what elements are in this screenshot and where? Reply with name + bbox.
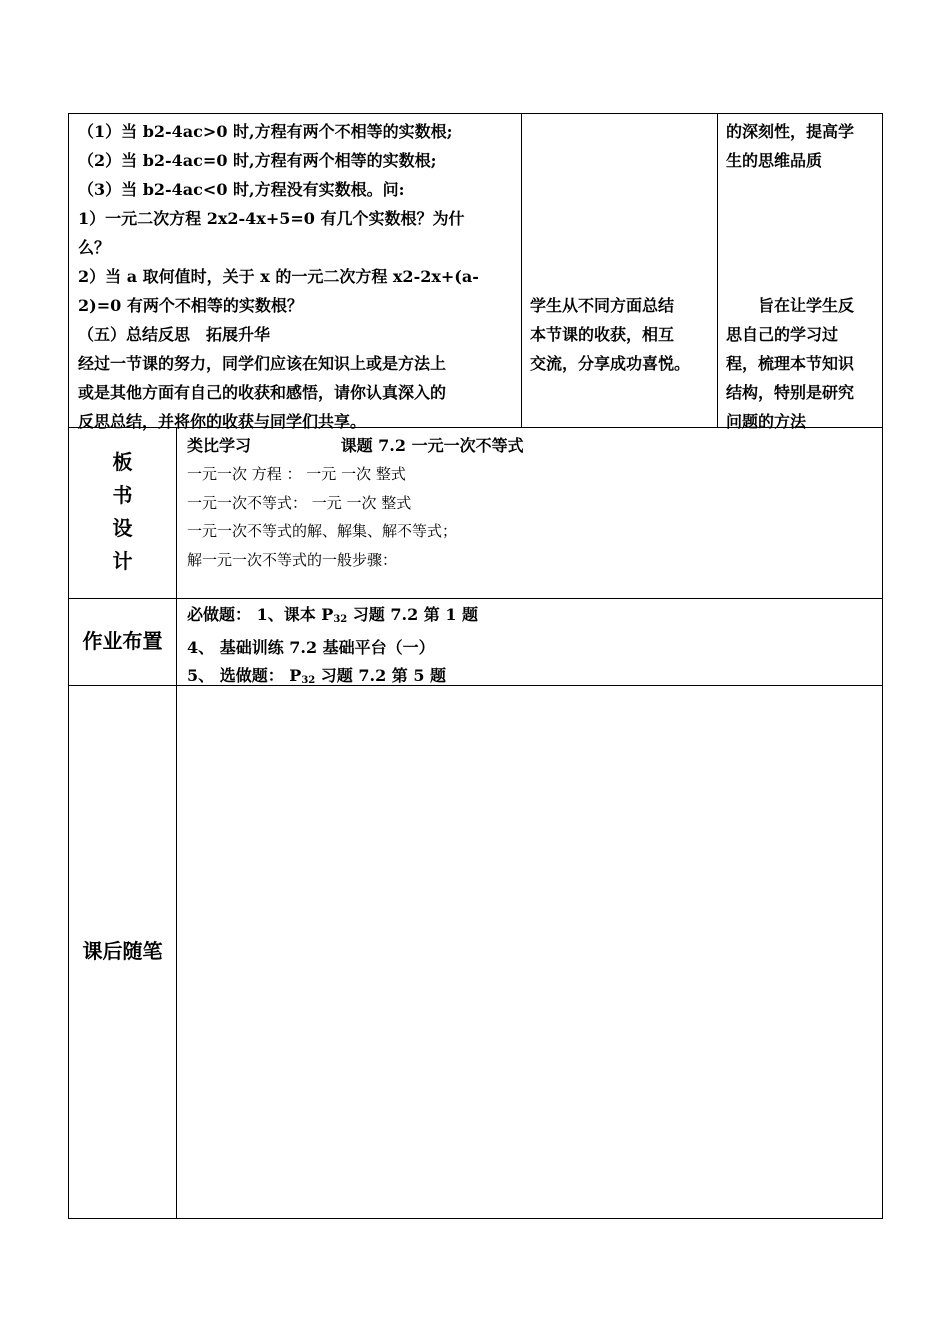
process-line: （五）总结反思 拓展升华 <box>78 325 271 344</box>
notes-content-cell <box>176 685 883 1219</box>
board-label-char: 计 <box>112 549 133 573</box>
design-intent-text-top <box>726 117 881 175</box>
intent-line: 程，梳理本节知识 <box>726 354 855 373</box>
board-label <box>68 446 177 578</box>
process-line: （2）当 b2-4ac=0 时,方程有两个相等的实数根; <box>78 151 437 170</box>
intent-line: 结构，特别是研究 <box>726 383 855 402</box>
board-line: 解一元一次不等式的一般步骤： <box>187 550 398 569</box>
process-line: 1）一元二次方程 2x2-4x+5=0 有几个实数根？为什 <box>78 209 465 228</box>
activity-line: 交流，分享成功喜悦。 <box>530 354 691 373</box>
homework-line-optional: 5、 选做题： $P_{32}$ 习题 7.2 第 5 题 <box>187 666 447 686</box>
process-line: 2)=0 有两个不相等的实数根？ <box>78 296 303 315</box>
intent-line: 思自己的学习过 <box>726 325 839 344</box>
board-title-left: 类比学习 <box>187 436 252 455</box>
process-text <box>78 117 518 436</box>
board-label-char: 设 <box>112 516 133 540</box>
design-intent-text-bottom <box>726 291 881 436</box>
process-line: 反思总结，并将你的收获与同学们共享。 <box>78 412 367 431</box>
homework-content <box>187 601 877 695</box>
top-col2-cell <box>521 113 718 428</box>
board-label-char: 板 <box>112 450 133 474</box>
board-title-right: 课题 7.2 一元一次不等式 <box>340 436 524 455</box>
notes-label: 课后随笔 <box>82 939 163 963</box>
student-activity-text <box>530 291 715 378</box>
board-line: 一元一次 方程 ： 一元 一次 整式 <box>187 465 406 483</box>
process-line: 么？ <box>78 238 111 257</box>
process-line: 2）当 a 取何值时，关于 x 的一元二次方程 x2-2x+(a- <box>78 267 479 286</box>
board-line: 一元一次不等式的解、解集、解不等式； <box>187 522 458 540</box>
activity-line: 学生从不同方面总结 <box>530 296 675 315</box>
activity-line: 本节课的收获，相互 <box>530 325 675 344</box>
process-line: 或是其他方面有自己的收获和感悟，请你认真深入的 <box>78 383 447 402</box>
intent-line: 问题的方法 <box>726 412 807 431</box>
board-content <box>187 431 877 574</box>
intent-line: 的深刻性，提高学 <box>726 122 855 141</box>
process-line: 经过一节课的努力，同学们应该在知识上或是方法上 <box>78 354 447 373</box>
intent-line: 旨在让学生反 <box>726 296 855 315</box>
process-line: （3）当 b2-4ac<0 时,方程没有实数根。问: <box>78 180 405 199</box>
intent-line: 生的思维品质 <box>726 151 823 170</box>
homework-label: 作业布置 <box>82 629 163 653</box>
process-line: （1）当 b2-4ac>0 时,方程有两个不相等的实数根; <box>78 122 453 141</box>
homework-line-basic: 4、 基础训练 7.2 基础平台（一） <box>187 638 435 657</box>
board-line: 一元一次不等式： 一元 一次 整式 <box>187 493 412 512</box>
board-label-char: 书 <box>112 483 133 507</box>
homework-line-required: 必做题： 1、课本 $P_{32}$ 习题 7.2 第 1 题 <box>187 605 479 625</box>
